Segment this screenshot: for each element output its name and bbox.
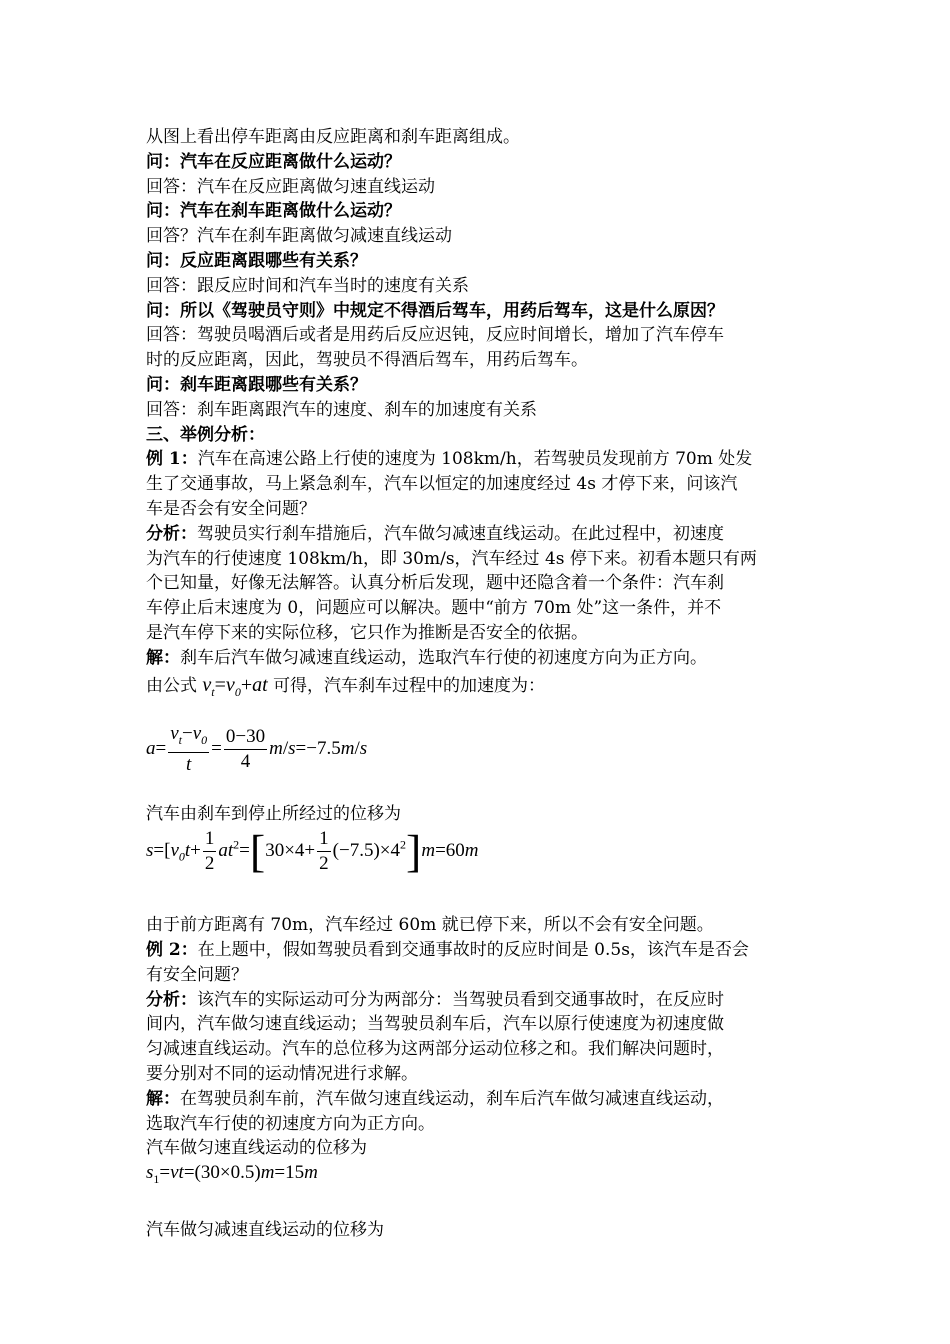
answer: 回答？汽车在刹车距离做匀减速直线运动 xyxy=(146,226,452,247)
example-1 xyxy=(146,447,811,472)
document-body xyxy=(146,125,811,1242)
question: 问：反应距离跟哪些有关系？ xyxy=(146,250,367,271)
decel-motion-text: 汽车做匀减速直线运动的位移为 xyxy=(146,1219,384,1240)
answer: 回答：驾驶员喝酒后或者是用药后反应迟钝，反应时间增长，增加了汽车停车 xyxy=(146,325,724,346)
analysis-text: 驾驶员实行刹车措施后，汽车做匀减速直线运动。在此过程中，初速度 xyxy=(197,523,724,544)
question: 问：汽车在反应距离做什么运动？ xyxy=(146,151,401,172)
question: 问：刹车距离跟哪些有关系？ xyxy=(146,374,367,395)
uniform-motion-text: 汽车做匀速直线运动的位移为 xyxy=(146,1138,367,1159)
analysis-1 xyxy=(146,522,811,547)
question: 问：汽车在刹车距离做什么运动？ xyxy=(146,201,401,222)
analysis-text: 间内，汽车做匀速直线运动；当驾驶员刹车后，汽车以原行使速度为初速度做 xyxy=(146,1014,724,1035)
analysis-text: 要分别对不同的运动情况进行求解。 xyxy=(146,1063,418,1084)
answer: 回答：跟反应时间和汽车当时的速度有关系 xyxy=(146,275,469,296)
example-text: 生了交通事故，马上紧急刹车，汽车以恒定的加速度经过 4s 才停下来，问该汽 xyxy=(146,474,738,495)
formula-line xyxy=(146,673,811,705)
example-text: 有安全问题？ xyxy=(146,964,248,985)
conclusion: 由于前方距离有 70m，汽车经过 60m 就已停下来，所以不会有安全问题。 xyxy=(146,915,714,936)
analysis-text: 该汽车的实际运动可分为两部分：当驾驶员看到交通事故时，在反应时 xyxy=(197,989,724,1010)
example-text: 车是否会有安全问题？ xyxy=(146,498,316,519)
example-label: 例 1： xyxy=(146,449,198,470)
answer: 时的反应距离，因此，驾驶员不得酒后驾车，用药后驾车。 xyxy=(146,350,588,371)
displacement-text: 汽车由刹车到停止所经过的位移为 xyxy=(146,804,401,825)
solution-1 xyxy=(146,646,811,671)
analysis-label: 分析： xyxy=(146,523,197,544)
solution-label: 解： xyxy=(146,647,180,668)
example-label: 例 2： xyxy=(146,939,198,960)
analysis-label: 分析： xyxy=(146,989,197,1010)
section-heading: 三、举例分析： xyxy=(146,424,265,445)
analysis-text: 匀减速直线运动。汽车的总位移为这两部分运动位移之和。我们解决问题时， xyxy=(146,1039,724,1060)
analysis-text: 是汽车停下来的实际位移，它只作为推断是否安全的依据。 xyxy=(146,622,588,643)
question: 问：所以《驾驶员守则》中规定不得酒后驾车，用药后驾车，这是什么原因？ xyxy=(146,300,724,321)
analysis-text: 车停止后末速度为 0，问题应可以解决。题中“前方 70m 处”这一条件，并不 xyxy=(146,598,722,619)
solution-text: 在驾驶员刹车前，汽车做匀速直线运动，刹车后汽车做匀减速直线运动， xyxy=(180,1088,724,1109)
uniform-displacement-equation: $s_1=vt=(30\times 0.5)m=15m$ xyxy=(146,1162,318,1186)
formula-velocity: $v_t=v_0+at$ xyxy=(202,673,268,699)
analysis-text: 个已知量，好像无法解答。认真分析后发现，题中还隐含着一个条件：汽车刹 xyxy=(146,573,724,594)
solution-text: 选取汽车行使的初速度方向为正方向。 xyxy=(146,1113,435,1134)
analysis-text: 为汽车的行使速度 108km/h，即 30m/s，汽车经过 4s 停下来。初看本题只有两 xyxy=(146,548,757,569)
acceleration-equation: a= $\frac{v_t-v_0}{t}$ = $\frac{0-30}{4}$ m/s=−7.5m/s xyxy=(146,723,368,776)
answer: 回答：刹车距离跟汽车的速度、刹车的加速度有关系 xyxy=(146,399,537,420)
answer: 回答：汽车在反应距离做匀速直线运动 xyxy=(146,176,435,197)
example-text: 汽车在高速公路上行使的速度为 108km/h，若驾驶员发现前方 70m 处发 xyxy=(197,449,753,470)
example-text: 在上题中，假如驾驶员看到交通事故时的反应时间是 0.5s，该汽车是否会 xyxy=(197,939,749,960)
solution-label: 解： xyxy=(146,1088,180,1109)
text-line: 从图上看出停车距离由反应距离和刹车距离组成。 xyxy=(146,127,520,147)
formula-prefix: 由公式 xyxy=(146,675,197,696)
analysis-2 xyxy=(146,988,811,1013)
example-2 xyxy=(146,938,811,963)
formula-suffix: 可得，汽车刹车过程中的加速度为： xyxy=(273,675,546,696)
solution-2 xyxy=(146,1087,811,1112)
solution-text: 刹车后汽车做匀减速直线运动，选取汽车行使的初速度方向为正方向。 xyxy=(180,647,707,668)
displacement-equation: $s=[v_0t+$ $\frac{1}{2}$ $at^2=[30\times 4+$ $\frac{1}{2}$ $(-7.5)\times 4^2]m=60m$ xyxy=(146,825,479,877)
